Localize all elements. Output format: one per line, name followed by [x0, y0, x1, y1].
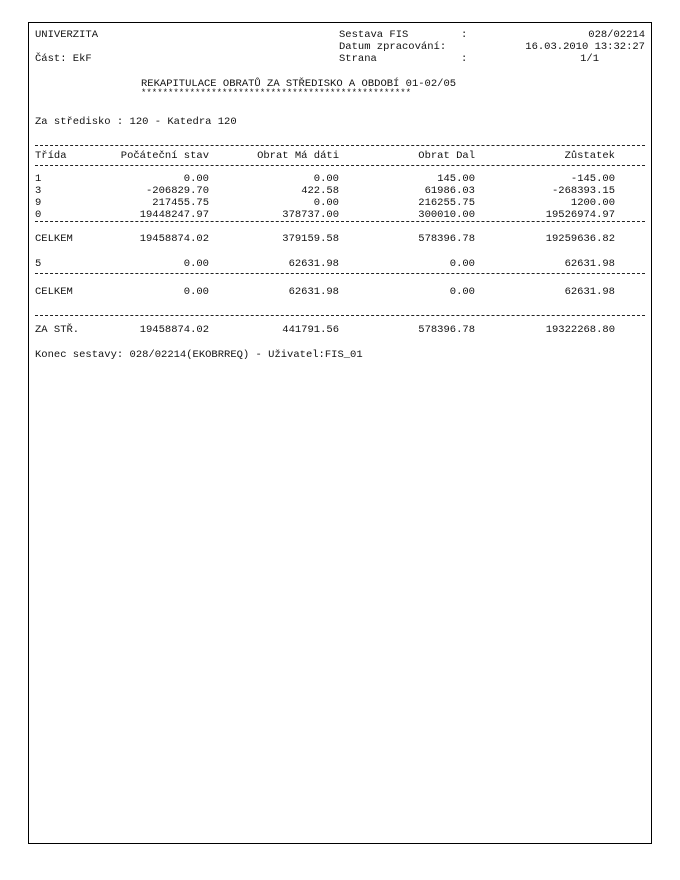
divider [35, 273, 645, 274]
cell-debit: 378737.00 [282, 209, 339, 221]
col-header-opening: Počáteční stav [120, 150, 209, 162]
processed-label: Datum zpracování: [339, 41, 447, 53]
report-number: 028/02214 [588, 29, 645, 41]
cell-opening: 19448247.97 [139, 209, 209, 221]
cell-debit: 379159.58 [282, 233, 339, 245]
cell-class: ZA STŘ. [35, 324, 80, 336]
cell-credit: 0.00 [449, 258, 475, 270]
cell-debit: 0.00 [313, 197, 339, 209]
cell-class: 3 [35, 185, 42, 197]
org-name: UNIVERZITA [35, 29, 99, 41]
divider [35, 165, 645, 166]
col-header-debit: Obrat Má dáti [257, 150, 339, 162]
report-footer: Konec sestavy: 028/02214(EKOBRREQ) - Uživatel:FIS_01 [35, 349, 363, 361]
cell-debit: 422.58 [301, 185, 339, 197]
title-underline: ************************************************** [141, 88, 412, 98]
cell-balance: -145.00 [570, 173, 615, 185]
cell-class: CELKEM [35, 286, 73, 298]
cell-class: 9 [35, 197, 42, 209]
cell-class: 0 [35, 209, 42, 221]
cell-class: 5 [35, 258, 42, 270]
cell-opening: 0.00 [183, 173, 209, 185]
processed-date: 16.03.2010 13:32:27 [525, 41, 645, 53]
cell-opening: 19458874.02 [139, 324, 209, 336]
cell-opening: 217455.75 [152, 197, 209, 209]
col-header-class: Třída [35, 150, 67, 162]
page-label: Strana [339, 53, 377, 65]
cell-opening: 0.00 [183, 286, 209, 298]
cell-credit: 300010.00 [418, 209, 475, 221]
cost-center: Za středisko : 120 - Katedra 120 [35, 116, 237, 128]
cell-credit: 578396.78 [418, 233, 475, 245]
cell-balance: 19526974.97 [545, 209, 615, 221]
cell-credit: 145.00 [437, 173, 475, 185]
divider [35, 221, 645, 222]
cell-debit: 0.00 [313, 173, 339, 185]
cell-opening: 0.00 [183, 258, 209, 270]
cell-credit: 0.00 [449, 286, 475, 298]
col-header-balance: Zůstatek [564, 150, 615, 162]
page-colon: : [461, 53, 468, 65]
cell-balance: -268393.15 [551, 185, 615, 197]
page-number: 1/1 [580, 53, 599, 65]
cell-credit: 216255.75 [418, 197, 475, 209]
cell-opening: -206829.70 [145, 185, 209, 197]
col-header-credit: Obrat Dal [418, 150, 475, 162]
cell-opening: 19458874.02 [139, 233, 209, 245]
cell-debit: 62631.98 [288, 286, 339, 298]
cell-balance: 62631.98 [564, 286, 615, 298]
cell-balance: 19259636.82 [545, 233, 615, 245]
report-colon: : [461, 29, 468, 41]
report-page [28, 22, 652, 844]
part-label: Část: EkF [35, 53, 92, 65]
cell-class: CELKEM [35, 233, 73, 245]
cell-balance: 19322268.80 [545, 324, 615, 336]
report-label: Sestava FIS [339, 29, 409, 41]
cell-balance: 62631.98 [564, 258, 615, 270]
report-title: REKAPITULACE OBRATŮ ZA STŘEDISKO A OBDOBÍ 01-02/05 [141, 78, 457, 90]
cell-class: 1 [35, 173, 42, 185]
divider [35, 315, 645, 316]
divider [35, 145, 645, 146]
cell-credit: 578396.78 [418, 324, 475, 336]
cell-balance: 1200.00 [570, 197, 615, 209]
cell-debit: 62631.98 [288, 258, 339, 270]
cell-debit: 441791.56 [282, 324, 339, 336]
cell-credit: 61986.03 [424, 185, 475, 197]
